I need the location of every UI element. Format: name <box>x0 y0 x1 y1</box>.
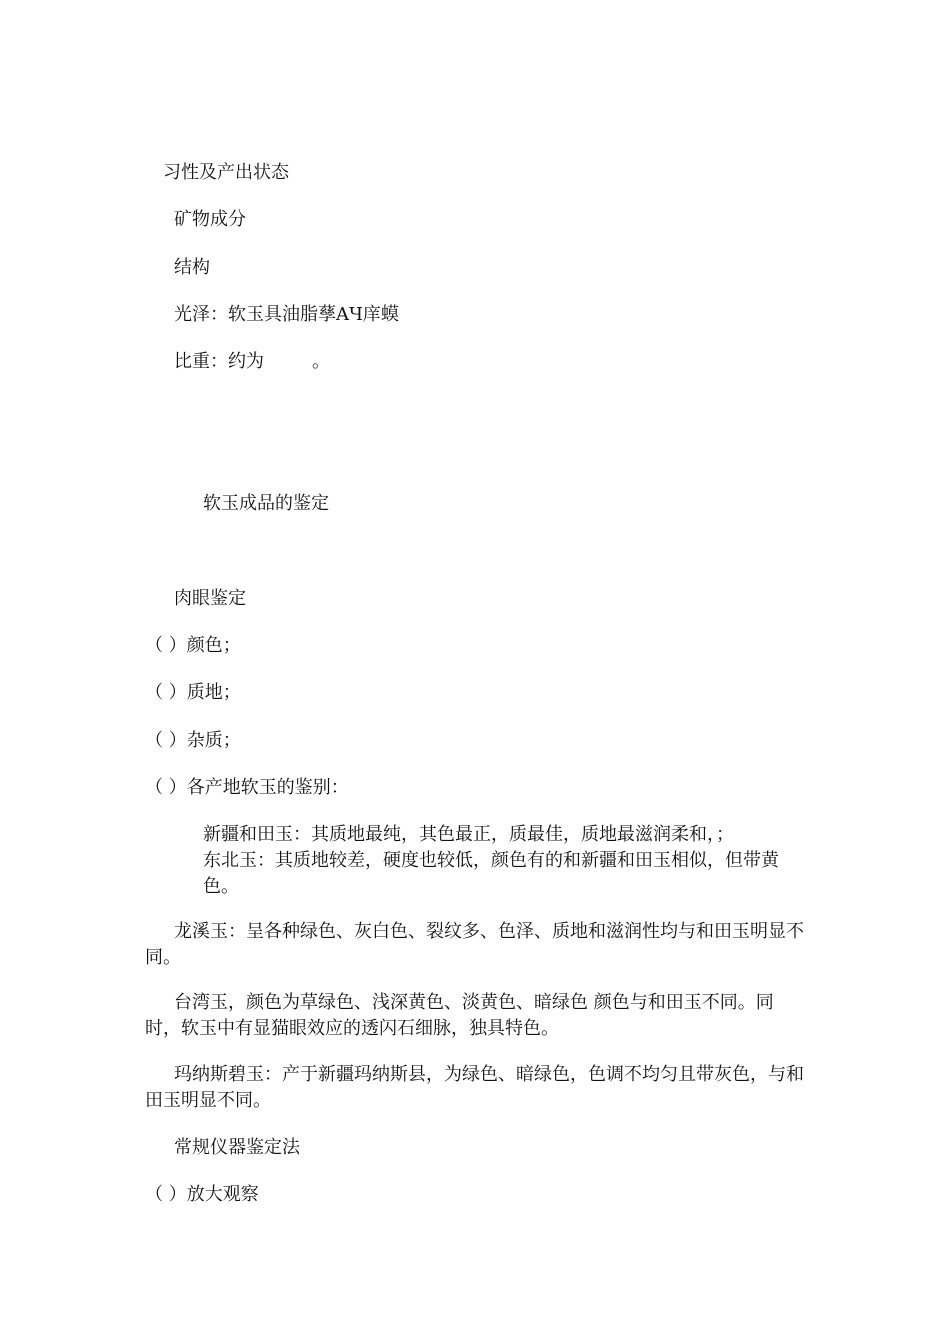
dongbei-paragraph: 东北玉：其质地较差，硬度也较低，颜色有的和新疆和田玉相似，但带黄色。 <box>203 850 779 897</box>
item-color: （ ）颜色； <box>145 635 241 656</box>
heading-naked-eye: 肉眼鉴定 <box>174 588 246 609</box>
section-title: 软玉成品的鉴定 <box>203 493 329 514</box>
taiwan-paragraph: 台湾玉，颜色为草绿色、浅深黄色、淡黄色、暗绿色 颜色与和田玉不同。同时，软玉中有显猫眼效应的透闪石细脉，独具特色。 <box>145 992 774 1039</box>
item-texture: （ ）质地； <box>145 682 241 703</box>
luster-line: 光泽：软玉具油脂孶AЧ庠蟆 <box>174 304 399 325</box>
gravity-line <box>174 349 330 375</box>
item-magnify: （ ）放大观察 <box>145 1184 259 1205</box>
xinjiang-paragraph: 新疆和田玉：其质地最纯，其色最正，质最佳，质地最滋润柔和，； <box>203 824 734 845</box>
gravity-suffix: 。 <box>312 351 330 372</box>
heading-instrument: 常规仪器鉴定法 <box>174 1137 300 1158</box>
item-impurity: （ ）杂质； <box>145 730 241 751</box>
item-origin: （ ）各产地软玉的鉴别： <box>145 777 349 798</box>
longxi-paragraph: 龙溪玉：呈各种绿色、灰白色、裂纹多、色泽、质地和滋润性均与和田玉明显不同。 <box>145 921 804 968</box>
heading-habit: 习性及产出状态 <box>163 162 289 183</box>
gravity-prefix: 比重：约为 <box>174 351 264 372</box>
heading-structure: 结构 <box>174 257 210 278</box>
origin-block <box>203 822 808 900</box>
manasi-paragraph: 玛纳斯碧玉：产于新疆玛纳斯县，为绿色、暗绿色，色调不均匀且带灰色，与和田玉明显不同。 <box>145 1064 804 1111</box>
heading-mineral: 矿物成分 <box>174 209 246 230</box>
